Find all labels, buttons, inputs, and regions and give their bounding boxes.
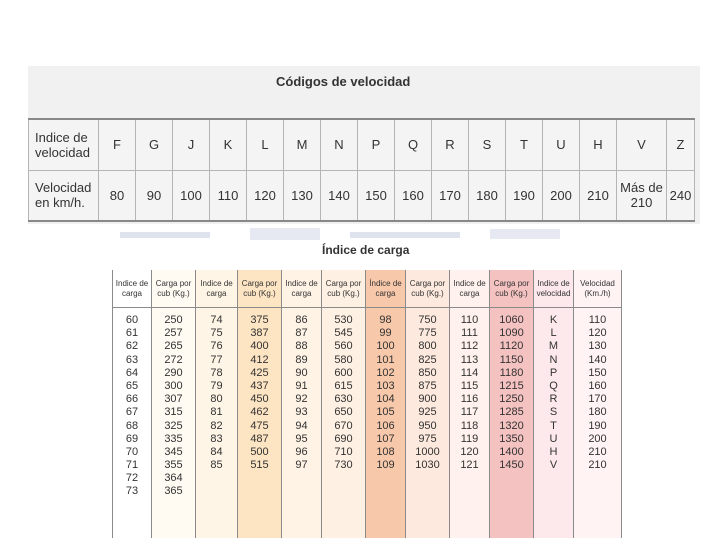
load-cell: 450	[250, 393, 269, 406]
load-cell: 775	[418, 327, 437, 340]
load-cell: 110	[460, 314, 479, 326]
load-cell: 62	[125, 340, 139, 353]
load-column-header: Carga por cub (Kg.)	[490, 270, 533, 308]
load-column-header: Indice de carga	[450, 270, 489, 308]
load-cell: 580	[334, 353, 353, 366]
load-cell: 950	[418, 419, 437, 432]
speed-code-cell: P	[358, 119, 395, 170]
load-column	[152, 270, 196, 538]
load-column	[490, 270, 534, 538]
load-cell: 96	[295, 445, 308, 458]
load-column	[238, 270, 282, 538]
load-cell: 120	[460, 445, 479, 458]
load-cell: 1060	[499, 314, 524, 326]
load-cell: 500	[250, 445, 269, 458]
load-cell: 290	[164, 366, 183, 379]
load-cell: 425	[250, 366, 269, 379]
speed-code-cell: N	[321, 119, 358, 170]
speed-codes-table	[28, 118, 695, 222]
load-cell: 1000	[415, 445, 440, 458]
load-cell: 1180	[499, 366, 524, 379]
load-column-header: Indice de carga	[113, 270, 151, 308]
load-cell: 75	[210, 327, 223, 340]
load-cell: 364	[164, 472, 183, 485]
speed-value-cell: 140	[321, 170, 358, 221]
watermark-band	[120, 226, 600, 244]
load-cell: K	[549, 314, 558, 326]
load-cell: 400	[250, 340, 269, 353]
load-cell: 1215	[499, 379, 524, 392]
load-column-header: Indice de velocidad	[534, 270, 573, 308]
speed-code-cell: S	[469, 119, 506, 170]
load-index-title: Índice de carga	[322, 243, 410, 257]
load-cell: 100	[376, 340, 395, 353]
load-column-header: Carga por cub (Kg.)	[152, 270, 195, 308]
load-cell: 67	[125, 406, 139, 419]
load-cell: 94	[295, 419, 308, 432]
load-cell: 86	[295, 314, 308, 326]
load-cell: 345	[164, 445, 183, 458]
load-cell: 307	[164, 393, 183, 406]
load-cell: 66	[125, 393, 139, 406]
load-cell: 87	[295, 327, 308, 340]
load-cell: L	[550, 327, 557, 340]
load-cell: 315	[164, 406, 183, 419]
load-cell: 850	[418, 366, 437, 379]
load-column	[196, 270, 238, 538]
load-cell: 115	[460, 379, 479, 392]
load-cell: 79	[210, 379, 223, 392]
load-cell: 61	[125, 327, 139, 340]
load-index-table	[112, 270, 622, 538]
load-cell: 88	[295, 340, 308, 353]
speed-value-cell: 190	[506, 170, 543, 221]
speed-code-cell: J	[173, 119, 210, 170]
speed-code-cell: Z	[667, 119, 695, 170]
load-cell: 730	[334, 459, 353, 472]
speed-value-cell: 80	[99, 170, 136, 221]
load-column	[366, 270, 406, 538]
load-cell: 670	[334, 419, 353, 432]
load-cell: 120	[588, 327, 607, 340]
load-cell: S	[549, 406, 558, 419]
load-column-header: Indice de carga	[196, 270, 237, 308]
load-column-header: Carga por cub (Kg.)	[406, 270, 449, 308]
load-cell: 1150	[499, 353, 524, 366]
load-column-header: Carga por cub (Kg.)	[322, 270, 365, 308]
load-cell: 111	[461, 327, 478, 340]
load-cell: P	[549, 366, 558, 379]
speed-code-cell: K	[210, 119, 247, 170]
load-cell: 515	[250, 459, 269, 472]
load-cell: 615	[334, 379, 353, 392]
load-cell: 257	[164, 327, 183, 340]
load-cell: 750	[418, 314, 437, 326]
load-cell: 140	[588, 353, 607, 366]
speed-value-cell: 130	[284, 170, 321, 221]
load-cell: 74	[210, 314, 223, 326]
load-cell: 112	[460, 340, 479, 353]
load-column-header: Carga por cub (Kg.)	[238, 270, 281, 308]
load-cell: 1030	[415, 459, 440, 472]
load-cell: 412	[250, 353, 269, 366]
load-cell: T	[550, 419, 557, 432]
load-cell: 76	[210, 340, 223, 353]
speed-code-cell: R	[432, 119, 469, 170]
load-cell: 190	[588, 419, 607, 432]
load-cell: 92	[295, 393, 308, 406]
load-column	[534, 270, 574, 538]
speed-value-cell: 210	[580, 170, 617, 221]
speed-code-cell: H	[580, 119, 617, 170]
load-cell: 900	[418, 393, 437, 406]
load-cell: 80	[210, 393, 223, 406]
load-cell: 73	[125, 485, 139, 498]
speed-value-cell: 150	[358, 170, 395, 221]
speed-value-cell: 90	[136, 170, 173, 221]
load-cell: Q	[549, 379, 558, 392]
load-cell: 68	[125, 419, 139, 432]
load-column	[322, 270, 366, 538]
speed-codes-panel	[28, 66, 700, 224]
load-cell: 118	[460, 419, 479, 432]
load-cell: 107	[376, 432, 395, 445]
speed-code-cell: G	[136, 119, 173, 170]
load-cell: 69	[125, 432, 139, 445]
speed-value-cell: 110	[210, 170, 247, 221]
load-cell: 116	[460, 393, 479, 406]
load-cell: 99	[379, 327, 392, 340]
load-cell: 81	[210, 406, 223, 419]
load-cell: 103	[376, 379, 395, 392]
load-cell: 1285	[499, 406, 524, 419]
load-cell: 355	[164, 459, 183, 472]
load-cell: 825	[418, 353, 437, 366]
load-column-header: Indice de carga	[282, 270, 321, 308]
load-cell: 64	[125, 366, 139, 379]
load-cell: 130	[588, 340, 607, 353]
load-cell: 160	[588, 379, 607, 392]
speed-value-cell: 120	[247, 170, 284, 221]
load-cell: 83	[210, 432, 223, 445]
speed-code-cell: M	[284, 119, 321, 170]
load-cell: 114	[460, 366, 479, 379]
load-cell: 710	[334, 445, 353, 458]
load-cell: 95	[295, 432, 308, 445]
load-cell: 560	[334, 340, 353, 353]
speed-index-header: Indice de velocidad	[29, 119, 99, 170]
load-cell: 250	[164, 314, 183, 326]
load-cell: 105	[376, 406, 395, 419]
load-cell: 487	[250, 432, 269, 445]
load-cell: 975	[418, 432, 437, 445]
speed-value-cell: 100	[173, 170, 210, 221]
load-cell: 180	[588, 406, 607, 419]
load-cell: 1320	[499, 419, 524, 432]
load-column	[112, 270, 152, 538]
load-cell: 437	[250, 379, 269, 392]
load-column	[450, 270, 490, 538]
load-cell: 690	[334, 432, 353, 445]
load-cell: 89	[295, 353, 308, 366]
speed-code-cell: L	[247, 119, 284, 170]
load-cell: 210	[588, 459, 607, 472]
speed-value-cell: 240	[667, 170, 695, 221]
load-cell: 1400	[499, 445, 524, 458]
load-cell: 462	[250, 406, 269, 419]
speed-value-cell: 160	[395, 170, 432, 221]
load-cell: 71	[125, 459, 139, 472]
load-cell: 109	[376, 459, 395, 472]
load-cell: 365	[164, 485, 183, 498]
load-cell: M	[548, 340, 559, 353]
load-cell: 97	[295, 459, 308, 472]
load-cell: 72	[125, 472, 139, 485]
load-cell: 84	[210, 445, 223, 458]
speed-value-cell: 200	[543, 170, 580, 221]
load-cell: 82	[210, 419, 223, 432]
load-cell: 78	[210, 366, 223, 379]
load-cell: 545	[334, 327, 353, 340]
load-cell: 104	[376, 393, 395, 406]
speed-code-cell: Q	[395, 119, 432, 170]
load-cell: 1250	[499, 393, 524, 406]
load-cell: 1090	[499, 327, 524, 340]
load-cell: 925	[418, 406, 437, 419]
speed-code-cell: F	[99, 119, 136, 170]
speed-codes-title: Códigos de velocidad	[276, 74, 411, 89]
load-column-header: Velocidad (Km./h)	[574, 270, 621, 308]
load-column	[574, 270, 622, 538]
load-cell: 265	[164, 340, 183, 353]
load-cell: 375	[250, 314, 269, 326]
load-column	[406, 270, 450, 538]
load-cell: 530	[334, 314, 353, 326]
load-cell: 210	[588, 445, 607, 458]
load-cell: 387	[250, 327, 269, 340]
load-cell: 800	[418, 340, 437, 353]
load-cell: 102	[376, 366, 395, 379]
load-cell: 325	[164, 419, 183, 432]
load-cell: 65	[125, 379, 139, 392]
load-cell: H	[549, 445, 558, 458]
speed-kmh-row	[29, 170, 695, 221]
load-cell: 875	[418, 379, 437, 392]
load-cell: V	[549, 459, 558, 472]
load-cell: 113	[460, 353, 479, 366]
speed-value-cell: 180	[469, 170, 506, 221]
speed-code-cell: U	[543, 119, 580, 170]
load-column	[282, 270, 322, 538]
load-cell: 117	[460, 406, 479, 419]
load-cell: 650	[334, 406, 353, 419]
speed-value-cell: 170	[432, 170, 469, 221]
speed-code-cell: T	[506, 119, 543, 170]
load-cell: 63	[125, 353, 139, 366]
load-column-header: Índice de carga	[366, 270, 405, 308]
load-cell: 1120	[499, 340, 524, 353]
load-cell: 108	[376, 445, 395, 458]
load-cell: 119	[460, 432, 479, 445]
speed-code-cell: V	[617, 119, 667, 170]
load-cell: 300	[164, 379, 183, 392]
load-cell: 101	[376, 353, 395, 366]
load-cell: 272	[164, 353, 183, 366]
load-cell: 1450	[499, 459, 524, 472]
speed-kmh-header: Velocidad en km/h.	[29, 170, 99, 221]
load-cell: R	[549, 393, 558, 406]
load-cell: 106	[376, 419, 395, 432]
load-cell: 85	[210, 459, 223, 472]
load-cell: 110	[588, 314, 607, 326]
load-cell: 91	[295, 379, 308, 392]
load-cell: 475	[250, 419, 269, 432]
load-cell: 200	[588, 432, 607, 445]
load-cell: 70	[125, 445, 139, 458]
load-cell: 1350	[499, 432, 524, 445]
load-cell: 93	[295, 406, 308, 419]
load-cell: 630	[334, 393, 353, 406]
speed-value-cell: Más de 210	[617, 170, 667, 221]
load-cell: 98	[379, 314, 392, 326]
load-cell: 600	[334, 366, 353, 379]
load-cell: 335	[164, 432, 183, 445]
speed-index-row	[29, 119, 695, 170]
load-cell: U	[549, 432, 558, 445]
load-cell: 170	[588, 393, 607, 406]
load-cell: N	[549, 353, 558, 366]
load-cell: 77	[210, 353, 223, 366]
load-cell: 90	[295, 366, 308, 379]
load-cell: 60	[125, 314, 139, 326]
load-cell: 150	[588, 366, 607, 379]
load-cell: 121	[460, 459, 479, 472]
